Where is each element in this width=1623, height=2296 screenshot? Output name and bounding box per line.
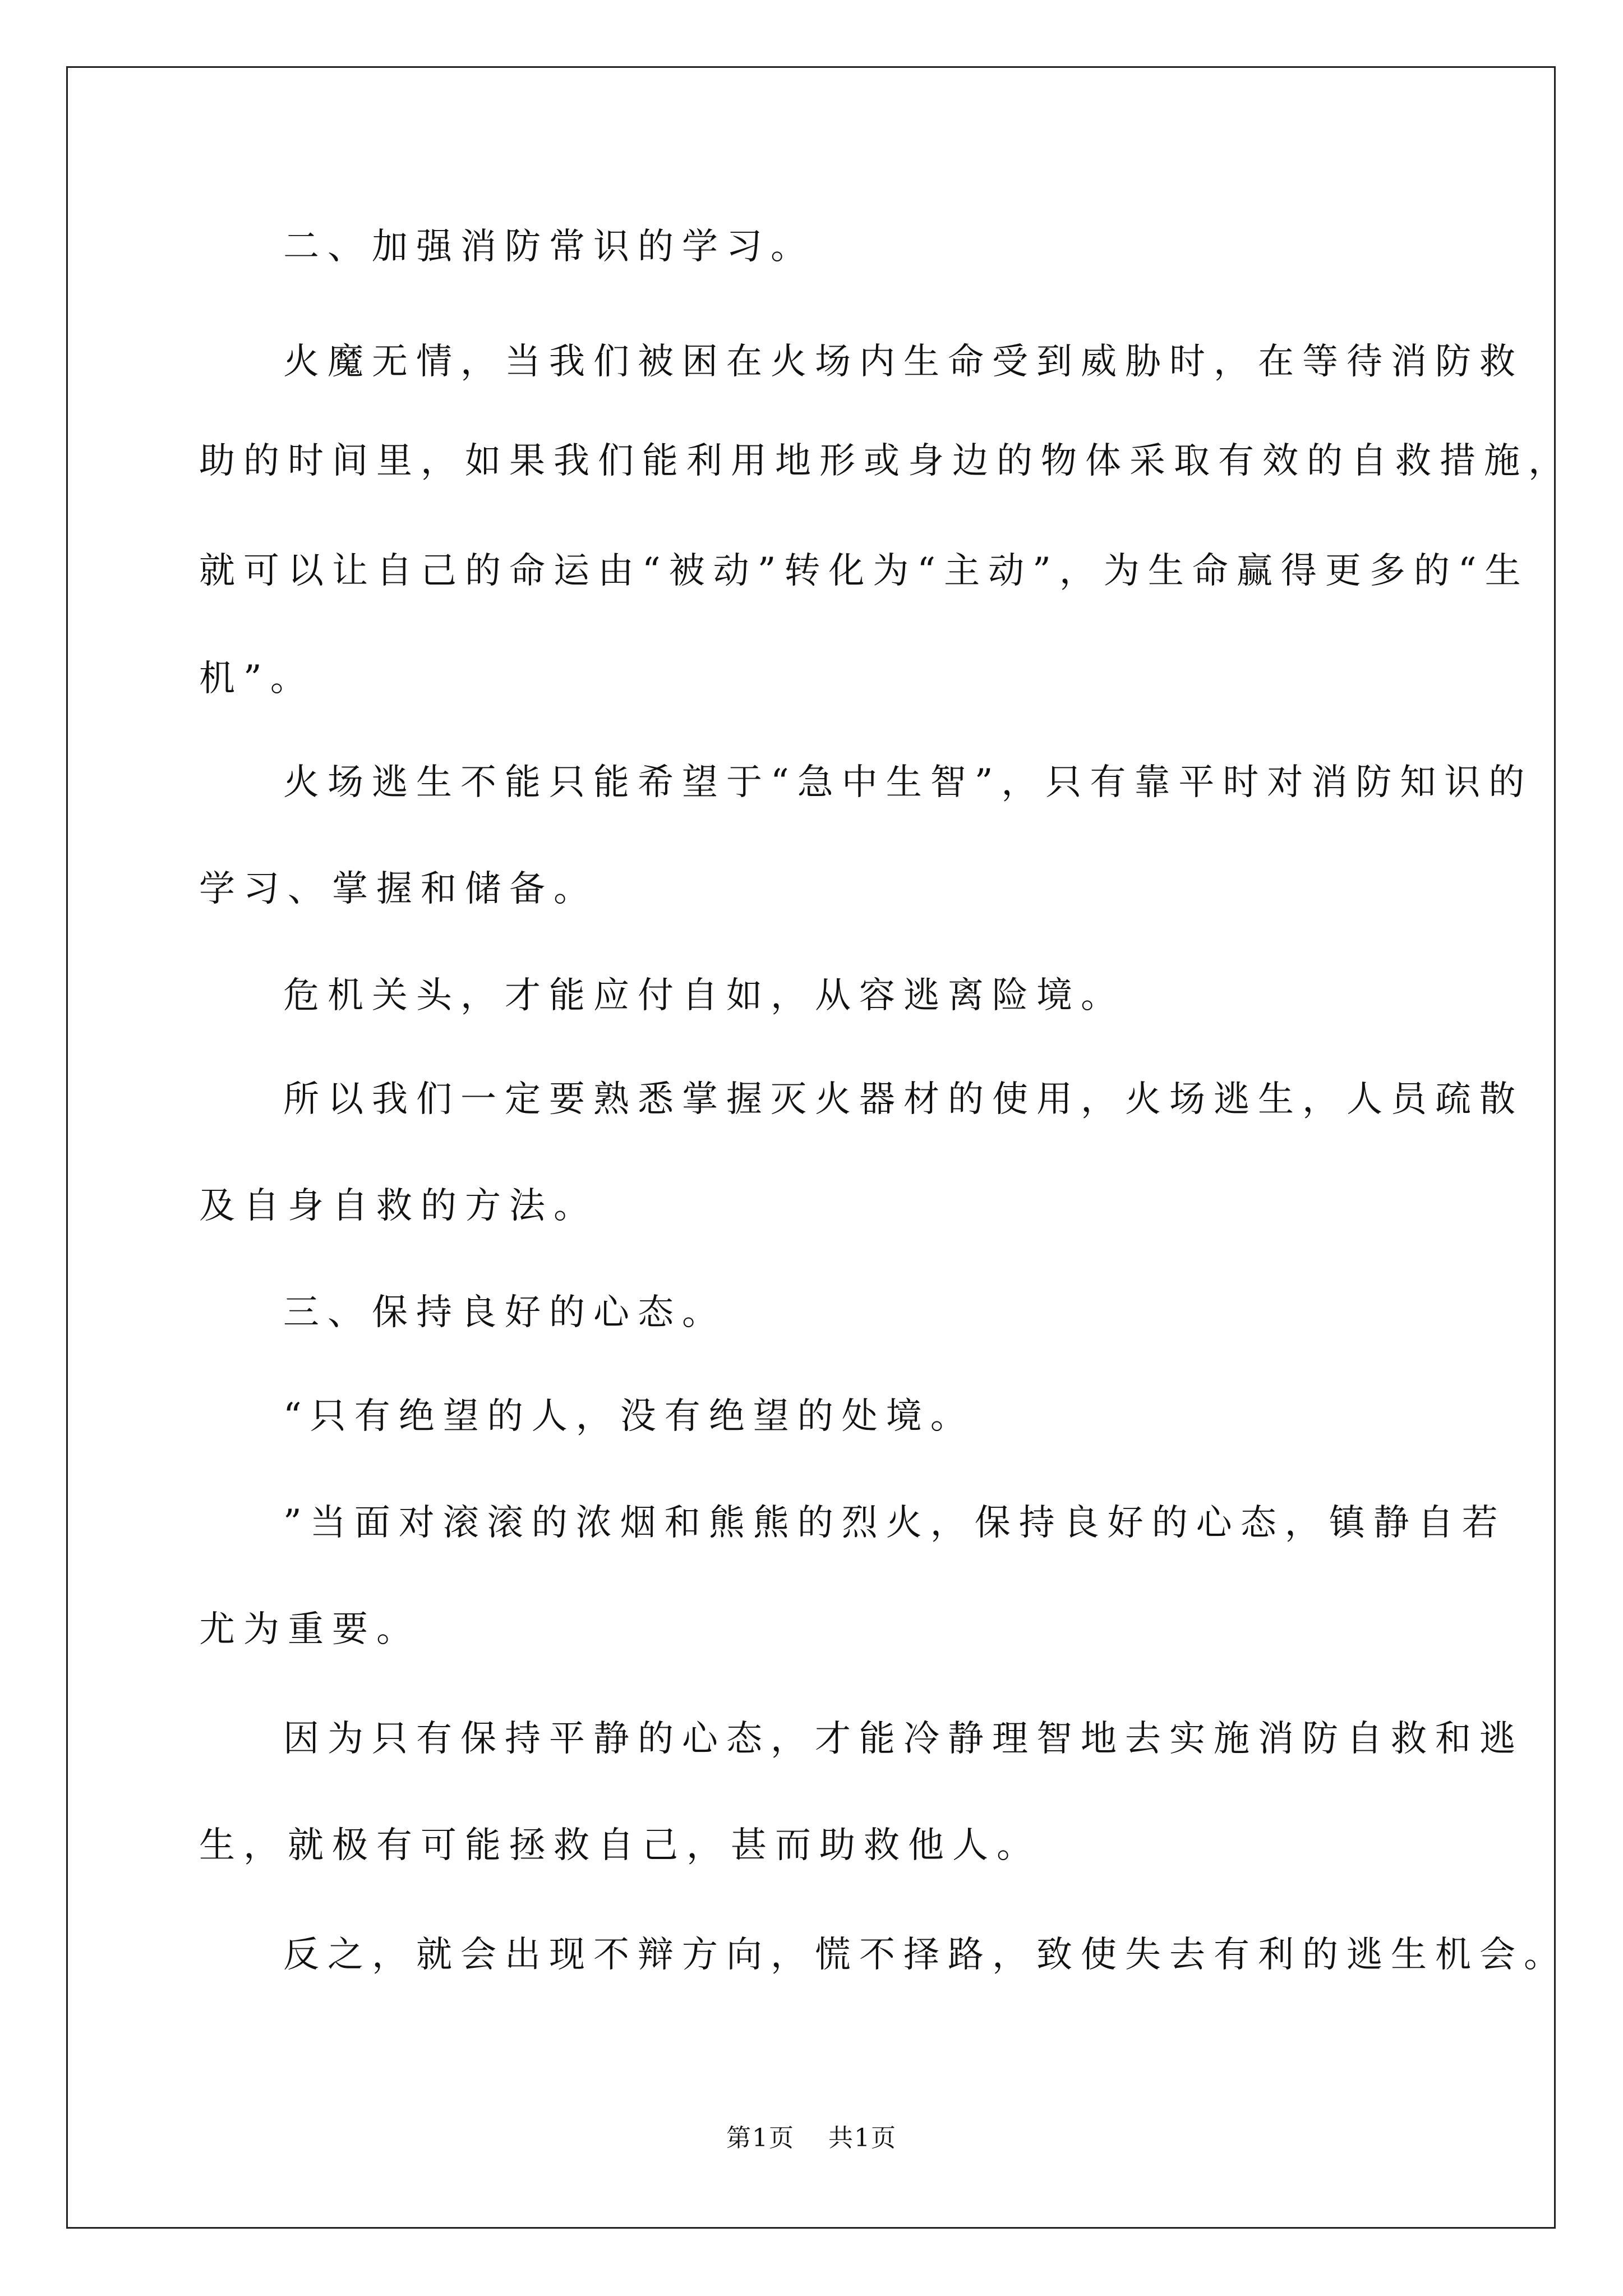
paragraph-line: 因为只有保持平静的心态，才能冷静理智地去实施消防自救和逃 [283,1718,1524,1760]
paragraph-line: ”当面对滚滚的浓烟和熊熊的烈火，保持良好的心态，镇静自若 [283,1502,1506,1544]
paragraph-line: 所以我们一定要熟悉掌握灭火器材的使用，火场逃生，人员疏散 [283,1079,1524,1120]
page-total: 共1页 [828,2124,897,2152]
paragraph-line: 火魔无情，当我们被困在火场内生命受到威胁时，在等待消防救 [283,341,1524,383]
paragraph-line: “只有绝望的人，没有绝望的处境。 [283,1396,975,1437]
page-border [66,66,1556,2229]
paragraph-line: 尤为重要。 [199,1609,421,1650]
paragraph-line: 就可以让自己的命运由“被动”转化为“主动”，为生命赢得更多的“生 [199,550,1529,592]
page-number: 第1页 [726,2124,795,2152]
paragraph-line: 机”。 [199,658,315,700]
paragraph-line: 二、加强消防常识的学习。 [283,226,815,268]
paragraph-line: 生，就极有可能拯救自己，甚而助救他人。 [199,1825,1041,1866]
paragraph-line: 学习、掌握和储备。 [199,868,598,910]
paragraph-line: 三、保持良好的心态。 [283,1292,726,1333]
paragraph-line: 及自身自救的方法。 [199,1185,598,1227]
page-footer [0,2123,1623,2154]
paragraph-line: 危机关头，才能应付自如，从容逃离险境。 [283,975,1125,1016]
paragraph-line: 火场逃生不能只能希望于“急中生智”，只有靠平时对消防知识的 [283,762,1533,803]
paragraph-line: 助的时间里，如果我们能利用地形或身边的物体采取有效的自救措施， [199,440,1573,482]
paragraph-line: 反之，就会出现不辩方向，慌不择路，致使失去有利的逃生机会。 [283,1934,1568,1976]
